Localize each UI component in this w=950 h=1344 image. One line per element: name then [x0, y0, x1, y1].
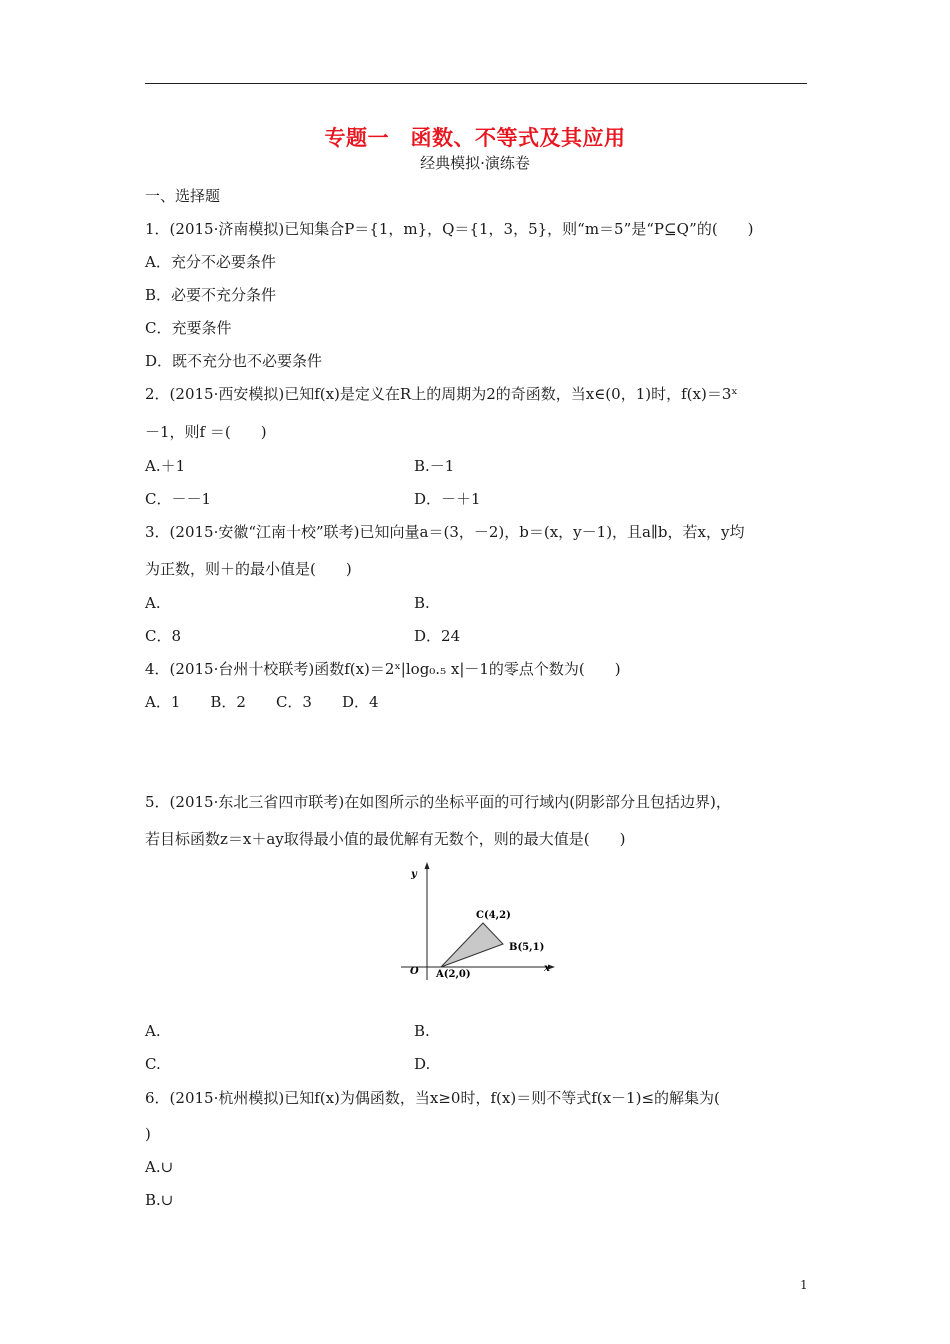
q1-option-a: A．充分不必要条件	[145, 253, 276, 271]
q6-stem-line2: )	[145, 1125, 151, 1143]
q5-option-b: B.	[414, 1022, 430, 1040]
feasible-region-figure	[395, 860, 565, 985]
page-number: 1	[800, 1278, 808, 1292]
q3-option-a: A.	[145, 594, 161, 612]
q2-option-a: A.＋1	[145, 457, 186, 475]
q5-option-a: A.	[145, 1022, 161, 1040]
q3-stem-line1: 3．(2015·安徽“江南十校”联考)已知向量a＝(3，－2)，b＝(x，y－1)，且a∥b，若x，y均	[145, 523, 745, 541]
q5-option-d: D.	[414, 1055, 431, 1073]
q5-option-c: C.	[145, 1055, 161, 1073]
page-subtitle: 经典模拟·演练卷	[420, 154, 530, 172]
point-a-label: A(2,0)	[436, 969, 471, 980]
origin-label: O	[410, 966, 419, 977]
q1-option-b: B．必要不充分条件	[145, 286, 277, 304]
q1-option-d: D．既不充分也不必要条件	[145, 352, 323, 370]
q2-option-d: D．－＋1	[414, 490, 481, 508]
q2-stem-line2: －1，则f ＝( )	[145, 423, 267, 441]
x-axis-label: x	[544, 963, 550, 974]
y-axis-label: y	[411, 869, 417, 880]
q2-option-b: B.－1	[414, 457, 455, 475]
q4-options: A．1 B．2 C．3 D．4	[145, 693, 379, 711]
q2-option-c: C．－－1	[145, 490, 212, 508]
shaded-region	[441, 923, 503, 967]
q3-option-b: B.	[414, 594, 430, 612]
q3-option-c: C．8	[145, 627, 182, 645]
q1-option-c: C．充要条件	[145, 319, 232, 337]
q5-stem-line2: 若目标函数z＝x＋ay取得最小值的最优解有无数个，则的最大值是( )	[145, 830, 626, 848]
q6-option-a: A.∪	[145, 1158, 174, 1176]
q3-option-d: D．24	[414, 627, 461, 645]
q6-option-b: B.∪	[145, 1191, 174, 1209]
point-c-label: C(4,2)	[476, 910, 511, 921]
q3-stem-line2: 为正数，则＋的最小值是( )	[145, 560, 352, 578]
header-rule	[145, 83, 807, 84]
y-axis-arrow	[425, 862, 430, 869]
section-heading: 一、选择题	[145, 187, 221, 205]
q6-stem-line1: 6．(2015·杭州模拟)已知f(x)为偶函数，当x≥0时，f(x)＝则不等式f(x－1)≤的解集为(	[145, 1089, 720, 1107]
q1-stem: 1．(2015·济南模拟)已知集合P＝{1，m}，Q＝{1，3，5}，则“m＝5”是“P⊆Q”的( )	[145, 220, 754, 238]
page-title: 专题一 函数、不等式及其应用	[324, 126, 626, 150]
point-b-label: B(5,1)	[509, 942, 545, 953]
q5-stem-line1: 5．(2015·东北三省四市联考)在如图所示的坐标平面的可行域内(阴影部分且包括边界)，	[145, 793, 731, 811]
q2-stem-line1: 2．(2015·西安模拟)已知f(x)是定义在R上的周期为2的奇函数，当x∈(0，1)时，f(x)＝3ˣ	[145, 385, 738, 403]
q4-stem: 4．(2015·台州十校联考)函数f(x)＝2ˣ|log₀.₅ x|－1的零点个数为( )	[145, 660, 621, 678]
